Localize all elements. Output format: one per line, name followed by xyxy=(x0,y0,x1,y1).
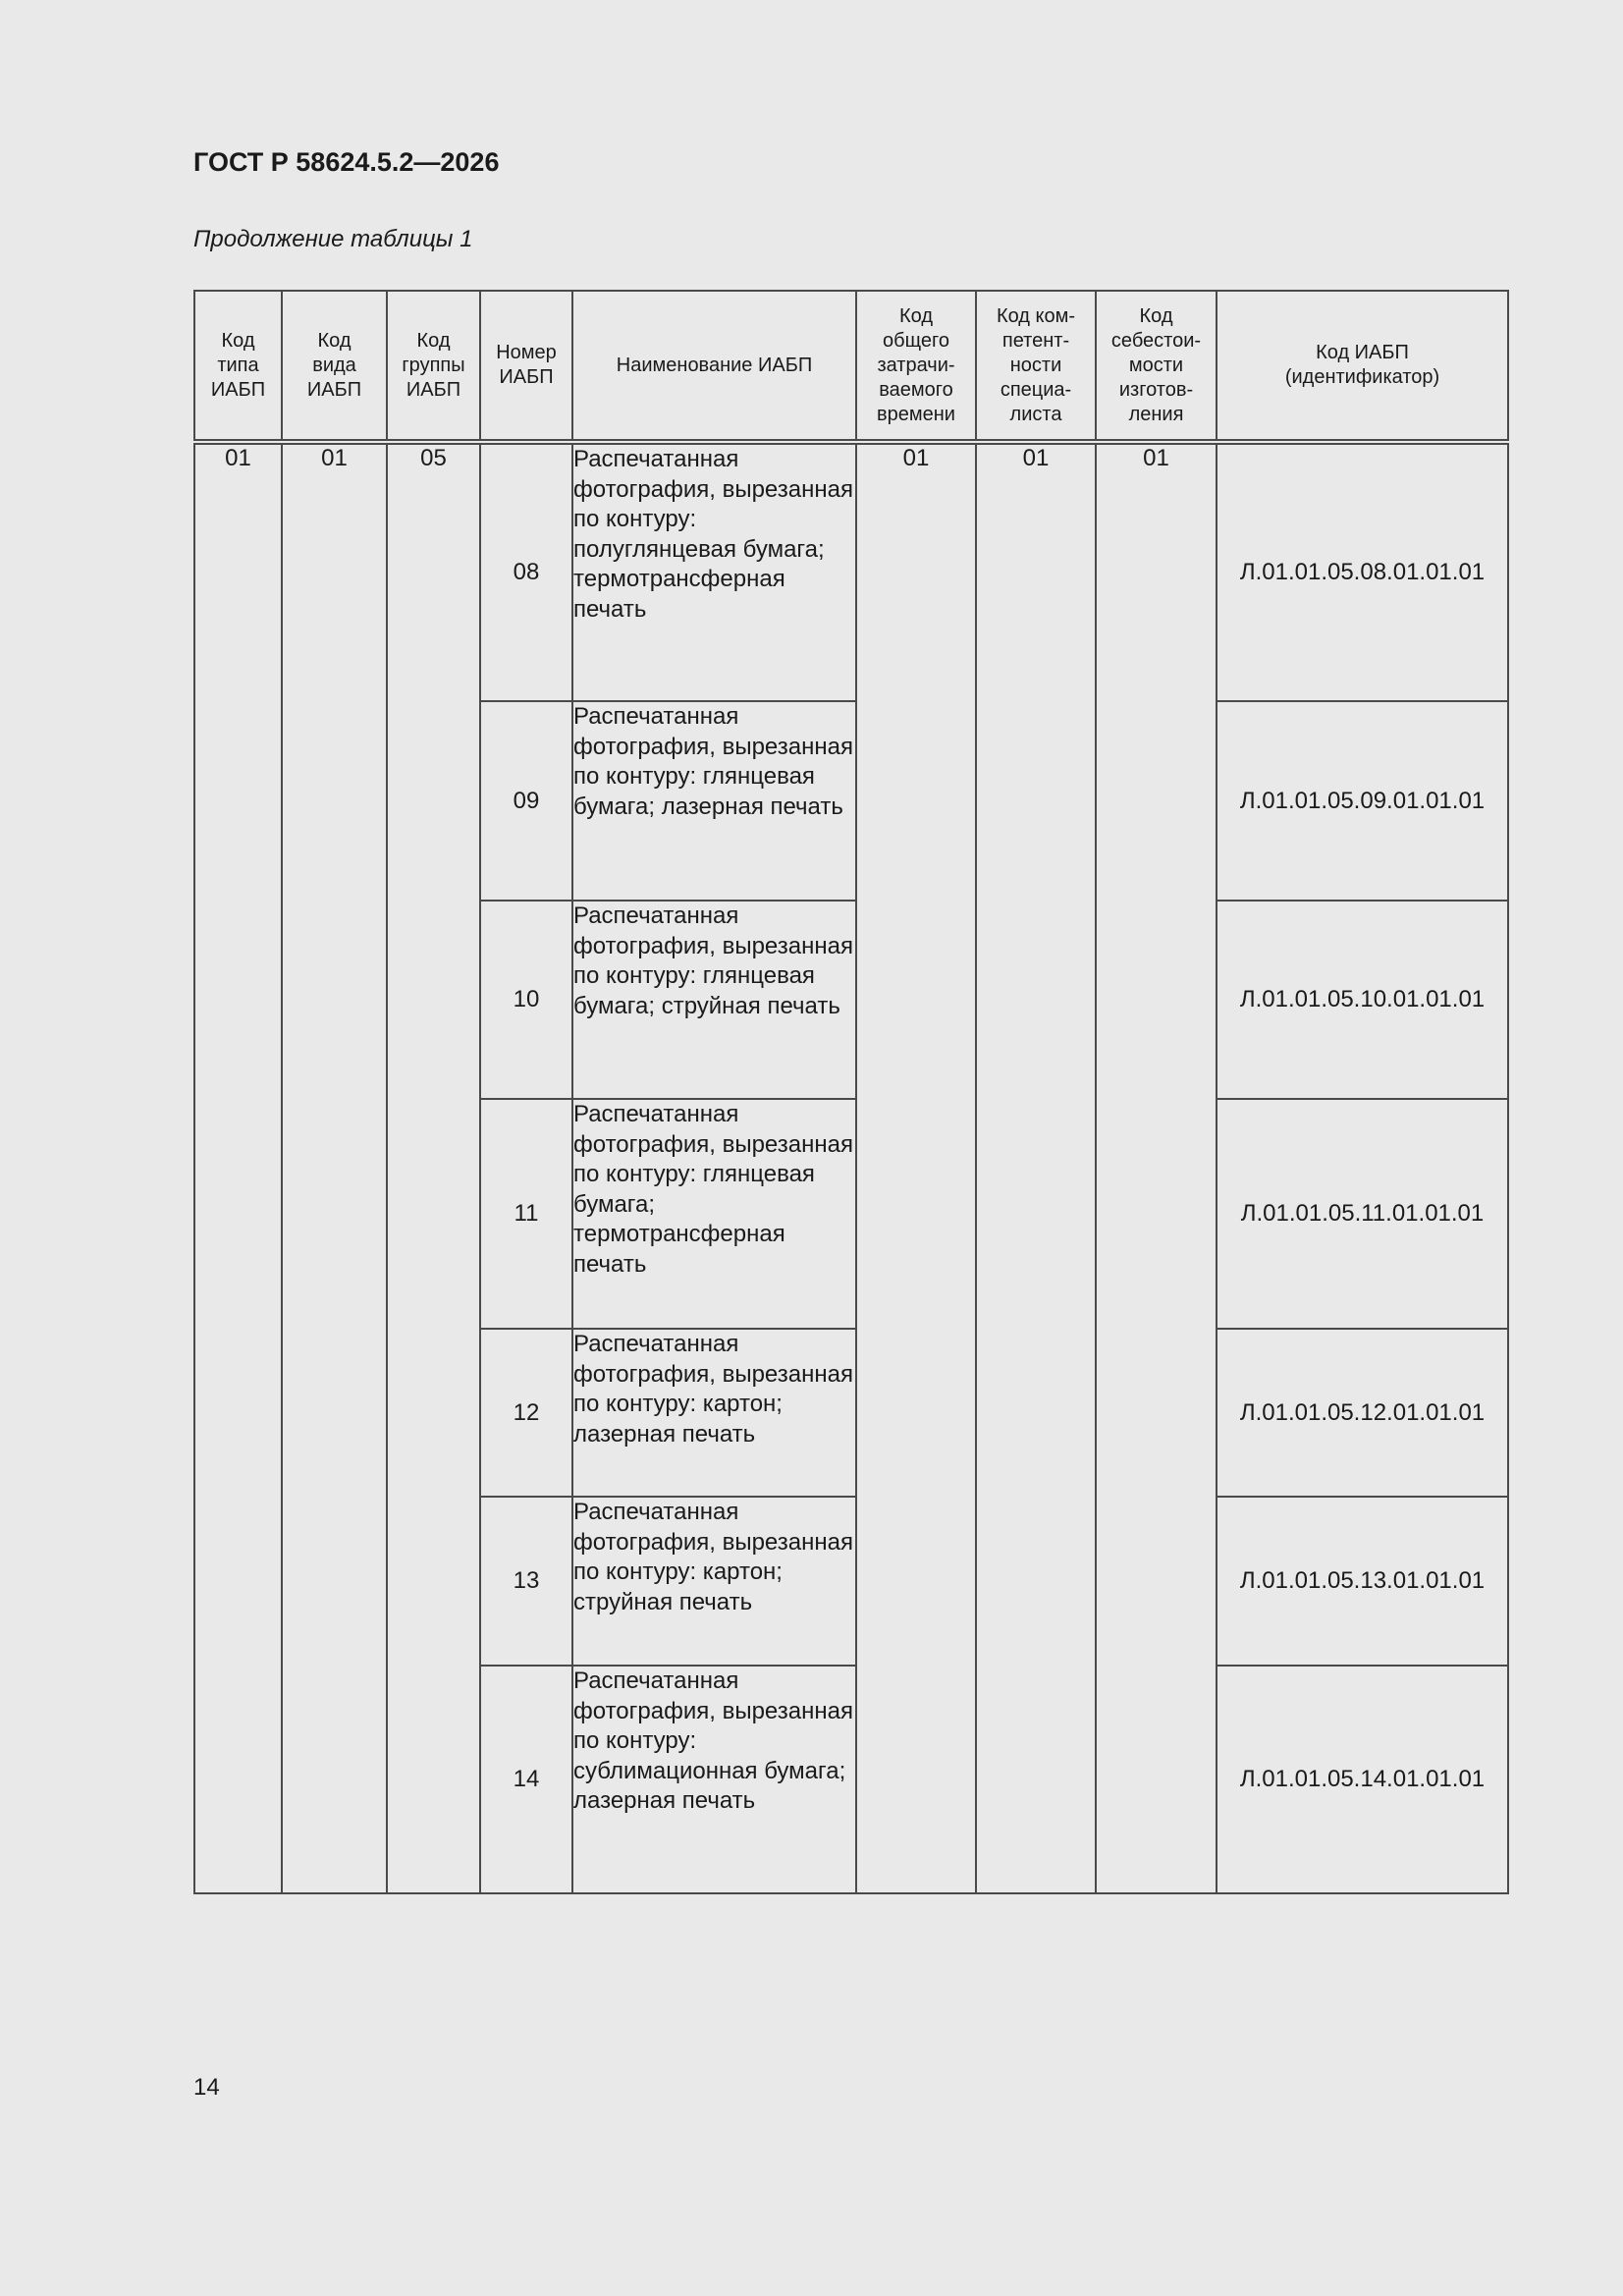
row-name: Распечатанная фотография, вырезанная по контуру: картон; лазерная печать xyxy=(572,1329,856,1497)
row-name: Распечатанная фотография, вырезанная по контуру: полуглянцевая бумага; термотрансферная печать xyxy=(572,442,856,701)
type-code-cell: 01 xyxy=(194,442,282,1893)
row-id: Л.01.01.05.13.01.01.01 xyxy=(1217,1497,1508,1666)
group-code-cell: 05 xyxy=(387,442,480,1893)
header-name: Наименование ИАБП xyxy=(572,291,856,442)
header-cost-code: Код себестои-мости изготов-ления xyxy=(1096,291,1217,442)
table-header-row xyxy=(194,291,1508,442)
document-header: ГОСТ Р 58624.5.2—2026 xyxy=(193,147,500,177)
row-name: Распечатанная фотография, вырезанная по контуру: глянцевая бумага; термотрансферная печать xyxy=(572,1099,856,1329)
row-id: Л.01.01.05.08.01.01.01 xyxy=(1217,442,1508,701)
row-name: Распечатанная фотография, вырезанная по контуру: картон; струйная печать xyxy=(572,1497,856,1666)
kind-code-cell: 01 xyxy=(282,442,387,1893)
row-number: 13 xyxy=(480,1497,572,1666)
row-number: 14 xyxy=(480,1666,572,1893)
iabp-table xyxy=(193,290,1509,1894)
header-type-code: Код типа ИАБП xyxy=(194,291,282,442)
row-id: Л.01.01.05.11.01.01.01 xyxy=(1217,1099,1508,1329)
row-id: Л.01.01.05.10.01.01.01 xyxy=(1217,901,1508,1099)
row-number: 11 xyxy=(480,1099,572,1329)
time-code-cell: 01 xyxy=(856,442,976,1893)
table-row xyxy=(194,442,1508,701)
row-name: Распечатанная фотография, вырезанная по контуру: глянцевая бумага; струйная печать xyxy=(572,901,856,1099)
header-id: Код ИАБП (идентификатор) xyxy=(1217,291,1508,442)
row-number: 12 xyxy=(480,1329,572,1497)
header-time-code: Код общего затрачи-ваемого времени xyxy=(856,291,976,442)
row-id: Л.01.01.05.09.01.01.01 xyxy=(1217,701,1508,901)
row-name: Распечатанная фотография, вырезанная по контуру: глянцевая бумага; лазерная печать xyxy=(572,701,856,901)
row-name: Распечатанная фотография, вырезанная по контуру: сублимационная бумага; лазерная печать xyxy=(572,1666,856,1893)
page-number: 14 xyxy=(193,2074,220,2101)
row-number: 09 xyxy=(480,701,572,901)
row-id: Л.01.01.05.12.01.01.01 xyxy=(1217,1329,1508,1497)
row-number: 10 xyxy=(480,901,572,1099)
header-competence-code: Код ком-петент-ности специа-листа xyxy=(976,291,1096,442)
header-number: Номер ИАБП xyxy=(480,291,572,442)
header-kind-code: Код вида ИАБП xyxy=(282,291,387,442)
row-number: 08 xyxy=(480,442,572,701)
cost-code-cell: 01 xyxy=(1096,442,1217,1893)
competence-code-cell: 01 xyxy=(976,442,1096,1893)
table-caption: Продолжение таблицы 1 xyxy=(193,226,473,252)
row-id: Л.01.01.05.14.01.01.01 xyxy=(1217,1666,1508,1893)
header-group-code: Код группы ИАБП xyxy=(387,291,480,442)
